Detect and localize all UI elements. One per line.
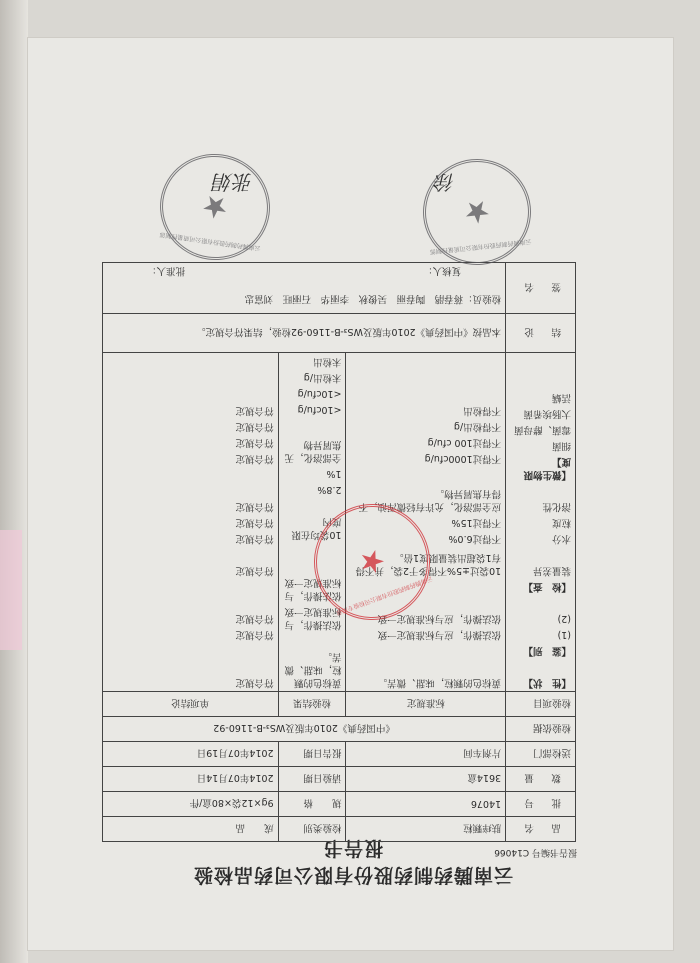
microbial-heading: 【微生物限度】 — [523, 456, 571, 480]
qc-stamp-left-text: 云南腾药制药股份有限公司质量控制部 — [159, 230, 262, 252]
qc-stamp-left — [153, 147, 277, 267]
header-result: 检验结果 — [278, 692, 346, 717]
red-stamp-text: 云南腾药制药股份有限公司检验专用章 — [335, 574, 434, 617]
basis-label: 检验依据 — [506, 717, 576, 742]
microbial-result-3: 未检出/g — [303, 372, 342, 383]
microbial-standard-3: 不得检出/g — [453, 421, 502, 432]
header-standard: 标准规定 — [346, 692, 506, 717]
product-name-label: 品 名 — [506, 817, 576, 842]
report-number: 报告书编号 C14066 — [494, 847, 577, 857]
request-date-label: 请验日期 — [278, 767, 346, 792]
report-sheet — [28, 38, 673, 950]
inspection-standard-1: 10袋过±5%不得多于2袋，并不得有1袋超出装量限度1倍。 — [355, 552, 502, 576]
qc-stamp-right-text: 云南腾药制药股份有限公司质量控制部 — [429, 237, 532, 256]
approver-label: 批准人： — [147, 265, 186, 276]
batch-label: 批 号 — [506, 792, 576, 817]
conclusions-column — [103, 353, 279, 692]
inspection-result-4: 全部溶化，无焦屑异物 — [284, 439, 342, 463]
microbial-item-2: 霉菌、酵母菌 — [513, 424, 571, 435]
inspection-conclusion-4: 符合规定 — [235, 501, 274, 512]
identification-conclusion-1: 符合规定 — [235, 629, 274, 640]
microbial-result-1: <10cfu/g — [297, 404, 342, 415]
inspection-item-3: 粒度 — [551, 517, 571, 528]
microbial-item-1: 细菌 — [551, 440, 571, 451]
inspection-heading: 【检 查】 — [523, 581, 571, 592]
report-title: 云南腾药制药股份有限公司药品检验报告书 — [192, 837, 513, 886]
scanner-edge — [0, 0, 28, 963]
inspection-item-1: 装量差异 — [532, 565, 571, 576]
quantity-value: 3614盒 — [346, 767, 506, 792]
microbial-result-2: <10cfu/g — [297, 388, 342, 399]
product-name: 肤痒颗粒 — [346, 817, 506, 842]
microbial-item-4: 活螨 — [551, 392, 571, 403]
reviewer-label: 复核人： — [423, 265, 462, 276]
identification-item-2: (2) — [557, 613, 571, 624]
header-item: 检验项目 — [506, 692, 576, 717]
dept-value: 片剂车间 — [346, 742, 506, 767]
inspection-conclusion-1: 符合规定 — [235, 565, 274, 576]
signature-cell — [103, 263, 506, 314]
character-heading: 【性 状】 — [523, 677, 571, 688]
report-date: 2014年07月19日 — [103, 742, 279, 767]
microbial-standard-4: 不得检出 — [463, 405, 502, 416]
inspection-item-2: 水分 — [551, 533, 571, 544]
header-conclusion: 单项结论 — [103, 692, 279, 717]
inspection-standard-4: 应全部溶化，允许有轻微浑浊，不得有焦屑异物。 — [358, 488, 502, 512]
signature-label: 签 名 — [506, 263, 576, 314]
items-column — [506, 353, 576, 692]
conclusion-label: 结 论 — [506, 314, 576, 353]
row-conclusion — [103, 314, 576, 353]
row-signature — [103, 263, 576, 314]
spec-label: 规 格 — [278, 792, 346, 817]
identification-standard-1: 依法操作，应与标准规定一致 — [377, 629, 502, 640]
microbial-conclusion-4: 符合规定 — [235, 405, 274, 416]
dept-label: 送检部门 — [506, 742, 576, 767]
inspection-item-4: 溶化性 — [542, 501, 571, 512]
microbial-standard-2: 不得过100 cfu/g — [427, 437, 502, 448]
character-conclusion: 符合规定 — [235, 677, 274, 688]
inspection-type: 成 品 — [103, 817, 279, 842]
identification-standard-2: 依法操作，应与标准规定一致 — [377, 613, 502, 624]
microbial-result-4: 未检出 — [312, 356, 342, 367]
inspection-result-2: 2.8% — [317, 484, 342, 495]
microbial-conclusion-3: 符合规定 — [235, 421, 274, 432]
request-date: 2014年07月14日 — [103, 767, 279, 792]
microbial-item-3: 大肠埃希菌 — [523, 408, 571, 419]
row-product — [103, 817, 576, 842]
inspection-result-3: 1% — [326, 468, 342, 479]
identification-heading: 【鉴 别】 — [523, 645, 571, 656]
pink-paper-slip — [0, 530, 22, 650]
inspectors: 检验员：蒋春鹃 陶春丽 吴俊秋 李丽华 石丽旺 刘富忠 — [244, 293, 502, 304]
row-headers — [103, 692, 576, 717]
microbial-conclusion-1: 符合规定 — [235, 453, 274, 464]
quantity-label: 数 量 — [506, 767, 576, 792]
inspection-type-label: 检验类别 — [278, 817, 346, 842]
inspection-conclusion-3: 符合规定 — [235, 517, 274, 528]
row-quantity — [103, 767, 576, 792]
identification-item-1: (1) — [557, 629, 571, 640]
identification-result-2: 依法操作，与标准规定一致 — [284, 577, 342, 601]
inspection-result-1: 10袋均在限度内 — [291, 516, 342, 540]
basis-value: 《中国药典》2010年版及WS₃-B-1160-92 — [103, 717, 506, 742]
conclusion-text: 本品按《中国药典》2010年版及WS₃-B-1160-92检验，结果符合规定。 — [103, 314, 506, 353]
spec-value: 9g×12袋×80盒/件 — [103, 792, 279, 817]
identification-result-1: 依法操作，与标准规定一致 — [284, 606, 342, 630]
row-dept — [103, 742, 576, 767]
inspection-standard-2: 不得过6.0% — [448, 533, 502, 544]
row-basis — [103, 717, 576, 742]
microbial-conclusion-2: 符合规定 — [235, 437, 274, 448]
character-standard: 黄棕色的颗粒，味甜、微苦。 — [377, 677, 502, 688]
inspection-conclusion-2: 符合规定 — [235, 533, 274, 544]
character-result: 黄棕色的颗粒，味甜、微苦。 — [284, 651, 342, 688]
row-batch — [103, 792, 576, 817]
rotated-content — [28, 38, 673, 950]
star-icon: ★ — [461, 193, 493, 231]
identification-conclusion-2: 符合规定 — [235, 613, 274, 624]
microbial-standard-1: 不得过1000cfu/g — [424, 453, 502, 464]
approver-signature: 张娟 — [213, 170, 253, 194]
report-date-label: 报告日期 — [278, 742, 346, 767]
star-icon: ★ — [199, 187, 231, 227]
inspection-standard-3: 不得过15% — [451, 517, 502, 528]
star-icon: ★ — [353, 540, 391, 584]
reviewer-signature: 徐 — [435, 170, 455, 194]
batch-value: 14076 — [346, 792, 506, 817]
